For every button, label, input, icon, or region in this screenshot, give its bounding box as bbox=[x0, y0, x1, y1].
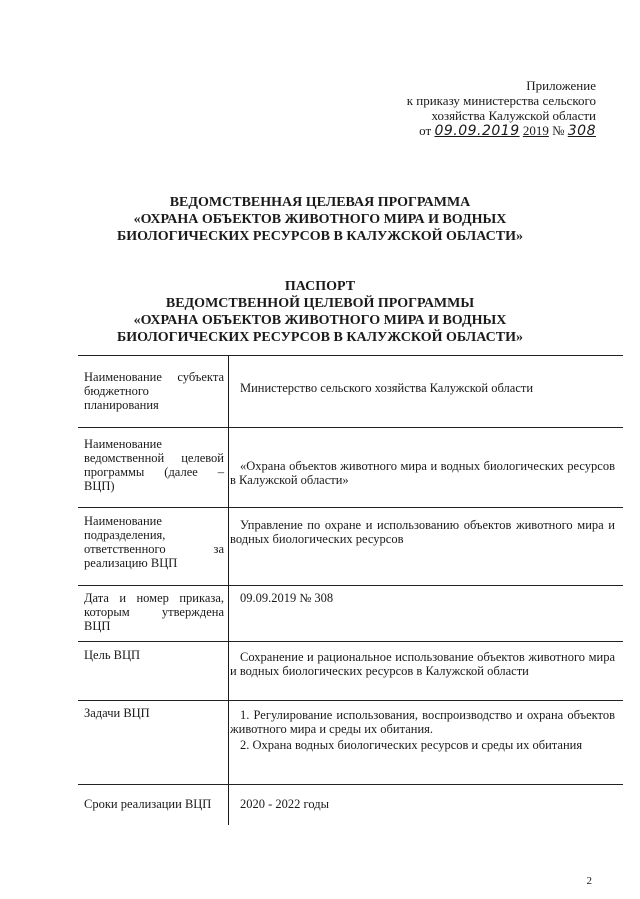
appendix-title: Приложение bbox=[526, 78, 596, 93]
table-row-divider bbox=[78, 427, 623, 428]
appendix-ministry-line: хозяйства Калужской области bbox=[431, 108, 596, 123]
table-row-value-1: 1. Регулирование использования, воспроизводство и охрана объектов животного мира и среды их обитания. bbox=[230, 708, 615, 736]
table-row-label: Дата и номер приказа, которым утверждена ВЦП bbox=[84, 591, 224, 633]
program-title-line-1: ВЕДОМСТВЕННАЯ ЦЕЛЕВАЯ ПРОГРАММА bbox=[169, 195, 471, 210]
table-row-value: 09.09.2019 № 308 bbox=[240, 591, 334, 605]
printed-year: 2019 bbox=[522, 123, 549, 138]
table-row-value: 2020 - 2022 годы bbox=[240, 797, 330, 811]
table-row-label: Задачи ВЦП bbox=[84, 706, 150, 720]
table-row-divider bbox=[78, 507, 623, 508]
passport-title-line-3: «ОХРАНА ОБЪЕКТОВ ЖИВОТНОГО МИРА И ВОДНЫХ bbox=[133, 313, 507, 328]
table-row-label: Наименование ведомственной целевой программы (далее – ВЦП) bbox=[84, 437, 224, 493]
table-row-value: Министерство сельского хозяйства Калужской области bbox=[240, 381, 534, 395]
from-prefix: от bbox=[419, 123, 432, 138]
table-row-divider bbox=[78, 784, 623, 785]
passport-title-line-1: ПАСПОРТ bbox=[284, 279, 356, 294]
table-row-divider bbox=[78, 585, 623, 586]
appendix-header bbox=[407, 78, 596, 139]
number-sign: № bbox=[552, 123, 565, 138]
table-row-label: Цель ВЦП bbox=[84, 648, 141, 662]
table-row-value: Управление по охране и использованию объектов животного мира и водных биологических ресурсов bbox=[230, 518, 615, 546]
table-row-value: «Охрана объектов животного мира и водных биологических ресурсов в Калужской области» bbox=[230, 459, 615, 487]
table-column-divider bbox=[228, 355, 229, 825]
program-title-line-2: «ОХРАНА ОБЪЕКТОВ ЖИВОТНОГО МИРА И ВОДНЫХ bbox=[133, 212, 507, 227]
program-title bbox=[60, 194, 580, 245]
handwritten-number: 308 bbox=[567, 123, 596, 139]
passport-title bbox=[60, 278, 580, 346]
program-title-line-3: БИОЛОГИЧЕСКИХ РЕСУРСОВ В КАЛУЖСКОЙ ОБЛАСТИ» bbox=[117, 229, 523, 244]
table-row-label: Сроки реализации ВЦП bbox=[84, 797, 212, 811]
table-row-value: Сохранение и рациональное использование объектов животного мира и водных биологических ресурсов в Калужской области bbox=[230, 650, 615, 678]
table-row-divider bbox=[78, 700, 623, 701]
appendix-date-line bbox=[407, 123, 596, 139]
table-row-value-2: 2. Охрана водных биологических ресурсов и среды их обитания bbox=[240, 738, 583, 752]
table-row-divider bbox=[78, 355, 623, 356]
appendix-order-line: к приказу министерства сельского bbox=[406, 93, 596, 108]
passport-title-line-2: ВЕДОМСТВЕННОЙ ЦЕЛЕВОЙ ПРОГРАММЫ bbox=[165, 296, 475, 311]
table-row-label: Наименование субъекта бюджетного планирования bbox=[84, 370, 224, 412]
table-row-label: Наименование подразделения, ответственного за реализацию ВЦП bbox=[84, 514, 224, 570]
handwritten-date: 09.09.2019 bbox=[434, 123, 520, 139]
passport-title-line-4: БИОЛОГИЧЕСКИХ РЕСУРСОВ В КАЛУЖСКОЙ ОБЛАСТИ» bbox=[117, 330, 523, 345]
page-number: 2 bbox=[586, 875, 592, 887]
table-row-divider bbox=[78, 641, 623, 642]
